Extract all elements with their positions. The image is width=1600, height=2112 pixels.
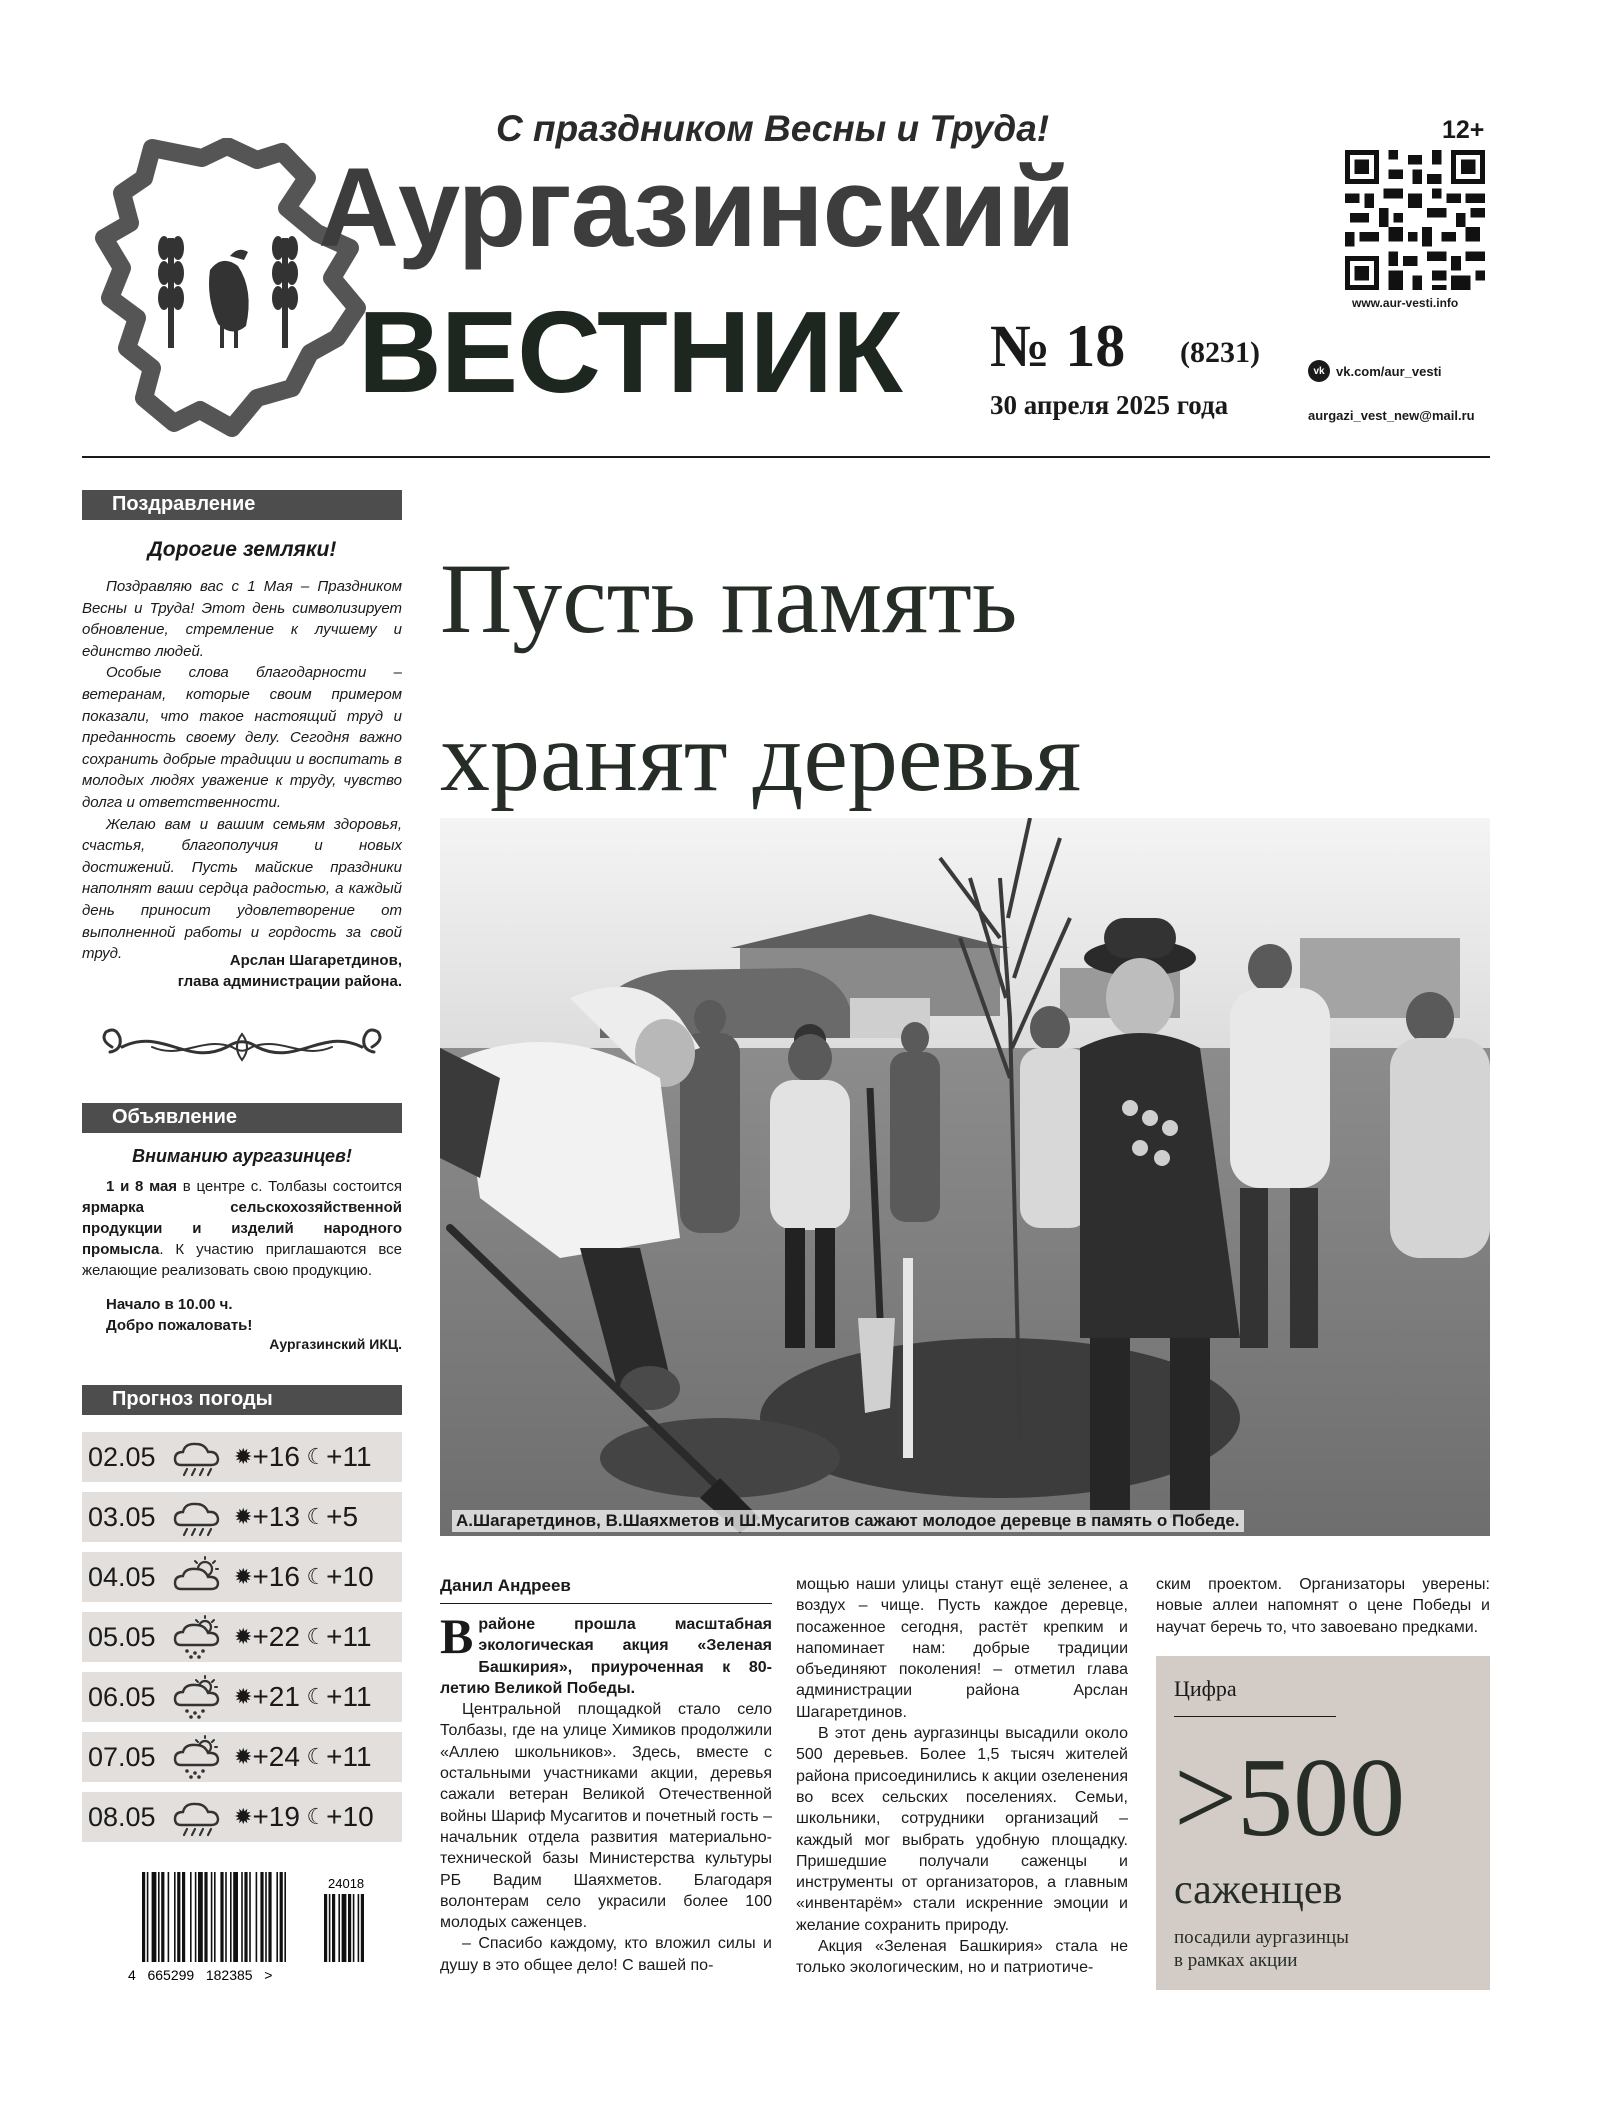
weather-row: [82, 1492, 402, 1542]
article-paragraph: мощью наши улицы станут ещё зеленее, а воздух – чище. Пусть каждое деревце, посаженное сегодня, растёт крепким и напоминает нам: добрые традиции объединяют поколения! – отметил глава администрации района Арслан Шагаретдинов.: [796, 1576, 1128, 1721]
signature-title: глава администрации района.: [177, 973, 402, 990]
cloud-rain-icon: [166, 1495, 228, 1539]
moon-icon: ☾: [306, 1564, 327, 1590]
article-column-1: [440, 1608, 772, 1976]
fact-box: [1156, 1656, 1490, 1990]
headline-line-1: Пусть память: [440, 543, 1018, 654]
vk-link[interactable]: [1308, 360, 1442, 382]
sun-icon: ✹: [234, 1744, 253, 1770]
night-temperature: +10: [326, 1561, 374, 1592]
fact-description: [1174, 1926, 1349, 1972]
bird-icon: [209, 250, 249, 348]
sun-icon: ✹: [234, 1624, 253, 1650]
holiday-slogan: С праздником Весны и Труда!: [496, 108, 1050, 149]
qr-code-icon[interactable]: [1345, 150, 1485, 290]
moon-icon: ☾: [306, 1744, 327, 1770]
night-temperature: +11: [326, 1741, 372, 1772]
weather-forecast: [82, 1432, 402, 1852]
photo-caption: А.Шагаретдинов, В.Шаяхметов и Ш.Мусагитов сажают молодое деревце в память о Победе.: [452, 1510, 1244, 1532]
greeting-paragraph: Желаю вам и вашим семьям здоровья, счастья, благополучия и новых достижений. Пусть майские праздники наполнят ваши сердца радостью, а каждый день приносит удовлетворение от выполненной работы и гордость за свой труд.: [82, 815, 402, 963]
weather-date: 07.05: [88, 1741, 156, 1772]
sun-cloud-rain-icon: [166, 1675, 228, 1719]
partly-cloudy-icon: [166, 1555, 228, 1599]
cloud-rain-icon: [166, 1435, 228, 1479]
announcement-text-b: . К участию приглашаются все желающие реализовать свою продукцию.: [82, 1241, 402, 1279]
barcode-digits: 4 665299 182385 >: [128, 1967, 273, 1983]
moon-icon: ☾: [306, 1444, 327, 1470]
sun-icon: ✹: [234, 1564, 253, 1590]
masthead-divider: [82, 456, 1490, 458]
article-paragraph: В этот день аургазинцы высадили около 500 деревьев. Более 1,5 тысяч жителей района присоединились к акции озеленения во всех сельских поселениях. Семьи, школьники, сотрудники организаций – каждый мог выбрать удобную площадку. Пришедшие получали саженцы и инструменты от организаторов, а главным «инвентарём» стали искренние эмоции и желание сохранить природу.: [796, 1725, 1128, 1934]
announcement-start: [82, 1294, 402, 1336]
issue-date: 30 апреля 2025 года: [990, 390, 1229, 420]
weather-row: [82, 1672, 402, 1722]
moon-icon: ☾: [306, 1804, 327, 1830]
article-paragraph: Акция «Зеленая Башкирия» стала не только экологическим, но и патриотиче-: [796, 1938, 1128, 1977]
article-headline: [440, 520, 1081, 836]
website-link[interactable]: www.aur-vesti.info: [1352, 296, 1459, 310]
greeting-text: [82, 576, 402, 965]
section-weather-bar: Прогноз погоды: [82, 1385, 402, 1415]
day-temperature: +22: [252, 1621, 300, 1652]
day-temperature: +16: [252, 1441, 300, 1472]
article-paragraph: – Спасибо каждому, кто вложил силы и душу в это общее дело! С вашей по-: [440, 1935, 772, 1974]
sun-icon: ✹: [234, 1444, 253, 1470]
day-temperature: +13: [252, 1501, 300, 1532]
sun-cloud-rain-icon: [166, 1735, 228, 1779]
vk-address: vk.com/aur_vesti: [1336, 363, 1442, 379]
weather-row: [82, 1552, 402, 1602]
greeting-paragraph: Особые слова благодарности – ветеранам, которые своим примером показали, что такое настоящий труд и преданность своему делу. Сегодня важно сохранить добрые традиции и воспитать в молодых людях уважение к труду, чувство долга и ответственности.: [82, 664, 402, 811]
day-temperature: +21: [252, 1681, 300, 1712]
article-photo: [440, 818, 1490, 1536]
day-temperature: +24: [252, 1741, 300, 1772]
fair-name: ярмарка сельскохозяйственной продукции и изделий народного промысла: [82, 1199, 402, 1258]
newspaper-title-bottom: ВЕСТНИК: [358, 287, 902, 417]
day-temperature: +16: [252, 1561, 300, 1592]
age-rating: 12+: [1442, 116, 1485, 144]
article-column-2: [796, 1574, 1128, 1979]
weather-row: [82, 1432, 402, 1482]
sun-icon: ✹: [234, 1804, 253, 1830]
greeting-heading: Дорогие земляки!: [147, 538, 337, 561]
signature-name: Арслан Шагаретдинов,: [229, 952, 402, 969]
weather-date: 08.05: [88, 1801, 156, 1832]
night-temperature: +11: [326, 1441, 372, 1472]
tree-planting-photo: [440, 818, 1490, 1536]
article-paragraph: ским проектом. Организаторы уверены: новые аллеи напомнят о цене Победы и научат беречь то, что завоевано предками.: [1156, 1576, 1490, 1636]
newspaper-title-top: Аургазинский: [318, 145, 1075, 270]
weather-row: [82, 1612, 402, 1662]
day-temperature: +19: [252, 1801, 300, 1832]
sun-icon: ✹: [234, 1684, 253, 1710]
fact-number: >500: [1174, 1736, 1406, 1860]
weather-date: 02.05: [88, 1441, 156, 1472]
article-lead: [440, 1608, 772, 1699]
section-greeting-bar: Поздравление: [82, 490, 402, 520]
fair-dates: 1 и 8 мая: [106, 1178, 178, 1195]
barcode-addon: 24018: [328, 1876, 365, 1891]
moon-icon: ☾: [306, 1684, 327, 1710]
weather-date: 03.05: [88, 1501, 156, 1532]
night-temperature: +11: [326, 1621, 372, 1652]
ornament-divider-icon: [92, 1022, 392, 1072]
moon-icon: ☾: [306, 1624, 327, 1650]
vk-icon: vk: [1308, 360, 1330, 382]
cloud-rain-icon: [166, 1795, 228, 1839]
moon-icon: ☾: [306, 1504, 327, 1530]
section-announcement-bar: Объявление: [82, 1103, 402, 1133]
issue-total-number: (8231): [1180, 336, 1260, 369]
night-temperature: +10: [326, 1801, 374, 1832]
article-author: Данил Андреев: [440, 1576, 571, 1595]
fact-divider: [1174, 1716, 1336, 1717]
announcement-text-a: в центре с. Толбазы состоится: [177, 1178, 402, 1195]
issue-number: № 18: [990, 313, 1126, 379]
article-column-3: [1156, 1574, 1490, 1638]
sun-icon: ✹: [234, 1504, 253, 1530]
weather-date: 05.05: [88, 1621, 156, 1652]
barcode-icon: [128, 1868, 390, 1984]
night-temperature: +11: [326, 1681, 372, 1712]
announcement-text: [82, 1176, 402, 1281]
greeting-signature: [82, 950, 402, 992]
weather-row: [82, 1732, 402, 1782]
greeting-paragraph: Поздравляю вас с 1 Мая – Праздником Весны и Труда! Этот день символизирует обновление, стремление к лучшему и единство людей.: [82, 578, 402, 660]
article-lead-text: районе прошла масштабная экологическая акция «Зеленая Башкирия», приуроченная к 80-летию Великой Победы.: [440, 1616, 772, 1697]
sun-cloud-rain-icon: [166, 1615, 228, 1659]
weather-date: 06.05: [88, 1681, 156, 1712]
fact-unit: саженцев: [1174, 1867, 1343, 1913]
headline-line-2: хранят деревья: [440, 701, 1082, 812]
email-link[interactable]: aurgazi_vest_new@mail.ru: [1308, 408, 1475, 423]
fact-label: Цифра: [1174, 1676, 1237, 1701]
announcement-heading: Вниманию аургазинцев!: [132, 1146, 352, 1166]
fact-description-line: посадили аургазинцы: [1174, 1927, 1349, 1948]
weather-row: [82, 1792, 402, 1842]
welcome-text: Добро пожаловать!: [106, 1317, 253, 1334]
start-time: Начало в 10.00 ч.: [106, 1296, 233, 1313]
article-paragraph: Центральной площадкой стало село Толбазы, где на улице Химиков продолжили «Аллею школьников». Здесь, вместе с остальными участниками акции, деревья сажали ветеран Великой Отечественной войны Шариф Мусагитов и почетный гость – начальник отдела развития материально-технической базы Министерства культуры РБ Вадим Шаяхметов. Благодаря волонтерам село украсили более 100 молодых саженцев.: [440, 1701, 772, 1932]
announcement-organizer: Аургазинский ИКЦ.: [269, 1336, 402, 1352]
fact-description-line: в рамках акции: [1174, 1950, 1298, 1971]
author-divider: [440, 1603, 772, 1604]
weather-date: 04.05: [88, 1561, 156, 1592]
night-temperature: +5: [326, 1501, 359, 1532]
article-dropcap: В: [440, 1608, 474, 1664]
